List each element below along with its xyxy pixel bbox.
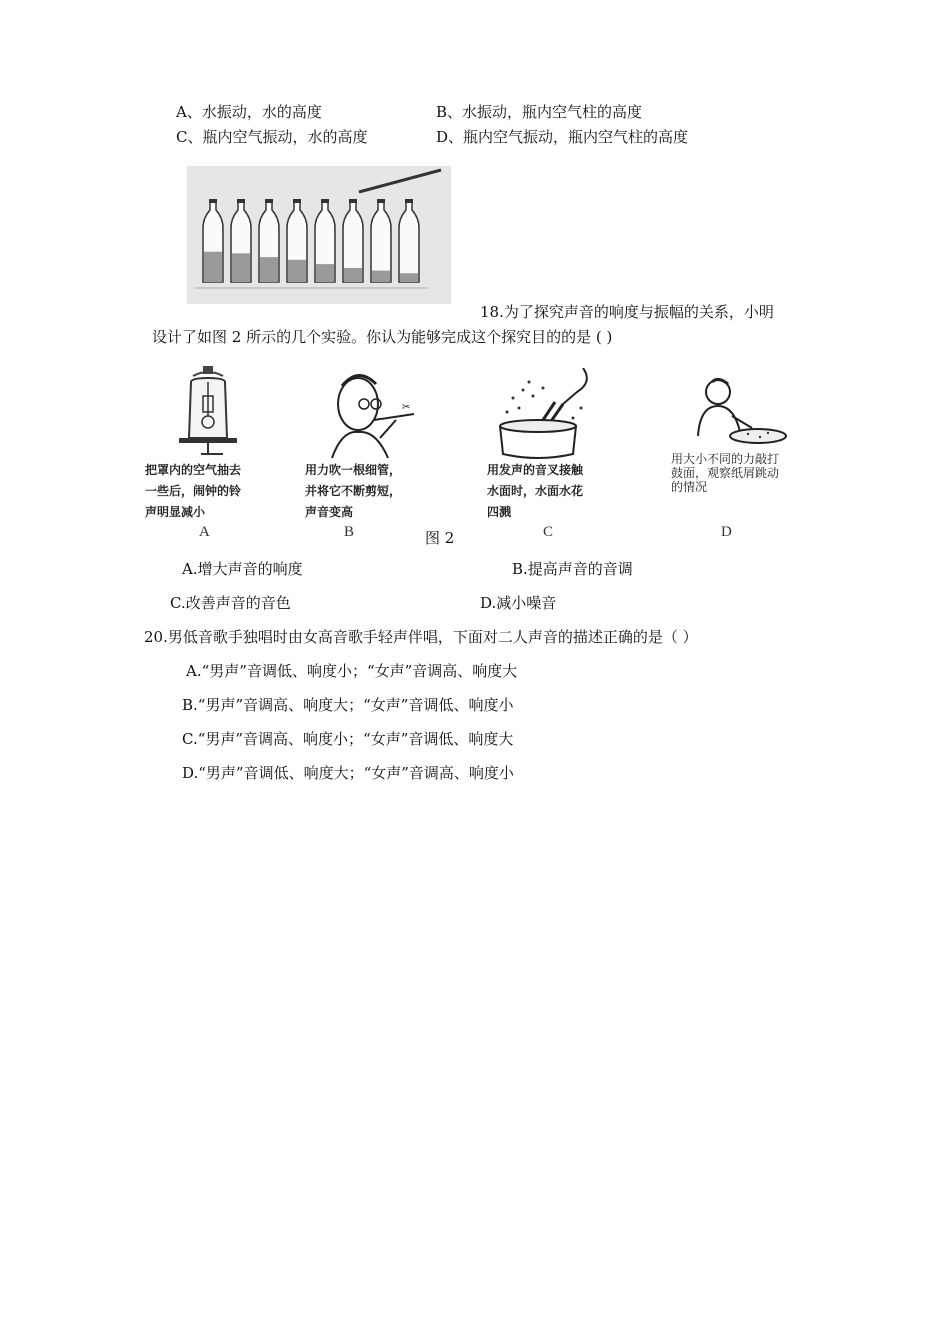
panel-d-letter: D [721, 524, 732, 540]
panel-c-letter: C [543, 524, 554, 540]
q17-option-c: C、瓶内空气振动，水的高度 [176, 128, 368, 146]
man-blowing-tube-illustration [318, 368, 418, 460]
figure-label: 图 2 [425, 529, 455, 547]
panel-c-caption: 用发声的音叉接触 水面时，水面水花 四溅 [487, 463, 584, 519]
bottles-figure [187, 166, 451, 304]
svg-text:✂: ✂ [402, 402, 411, 413]
q19-option-d: D.减小噪音 [480, 594, 557, 612]
panel-a-caption: 把罩内的空气抽去 一些后，闹钟的铃 声明显减小 [145, 463, 242, 519]
panel-d-caption: 用大小不同的力敲打 鼓面，观察纸屑跳动 的情况 [671, 452, 780, 494]
bell-jar-illustration [163, 366, 253, 462]
q17-option-d: D、瓶内空气振动，瓶内空气柱的高度 [436, 128, 689, 146]
q17-option-b: B、水振动，瓶内空气柱的高度 [436, 103, 643, 121]
tuning-fork-water-illustration [493, 368, 603, 460]
q20-option-a: A.“男声”音调低、响度小；“女声”音调高、响度大 [186, 662, 518, 680]
figure-2 [143, 366, 803, 552]
q20-option-b: B.“男声”音调高、响度大；“女声”音调低、响度小 [182, 696, 514, 714]
panel-b-caption: 用力吹一根细管， 并将它不断剪短， 声音变高 [305, 463, 402, 519]
q20-option-d: D.“男声”音调低、响度大；“女声”音调高、响度小 [182, 764, 514, 782]
q18-stem-line2: 设计了如图 2 所示的几个实验。你认为能够完成这个探究目的的是 ( ) [152, 328, 613, 346]
q19-option-b: B.提高声音的音调 [512, 560, 633, 578]
q20-stem: 20.男低音歌手独唱时由女高音歌手轻声伴唱，下面对二人声音的描述正确的是（ ） [144, 628, 698, 646]
q18-stem-line1: 18.为了探究声音的响度与振幅的关系，小明 [480, 303, 774, 321]
bottles-illustration [187, 166, 451, 304]
panel-b-letter: B [344, 524, 355, 540]
q20-option-c: C.“男声”音调高、响度小；“女声”音调低、响度大 [182, 730, 514, 748]
panel-a-letter: A [199, 524, 210, 540]
q19-option-a: A.增大声音的响度 [182, 560, 303, 578]
q17-option-a: A、水振动，水的高度 [176, 103, 322, 121]
drum-illustration [668, 376, 788, 456]
q19-option-c: C.改善声音的音色 [170, 594, 291, 612]
